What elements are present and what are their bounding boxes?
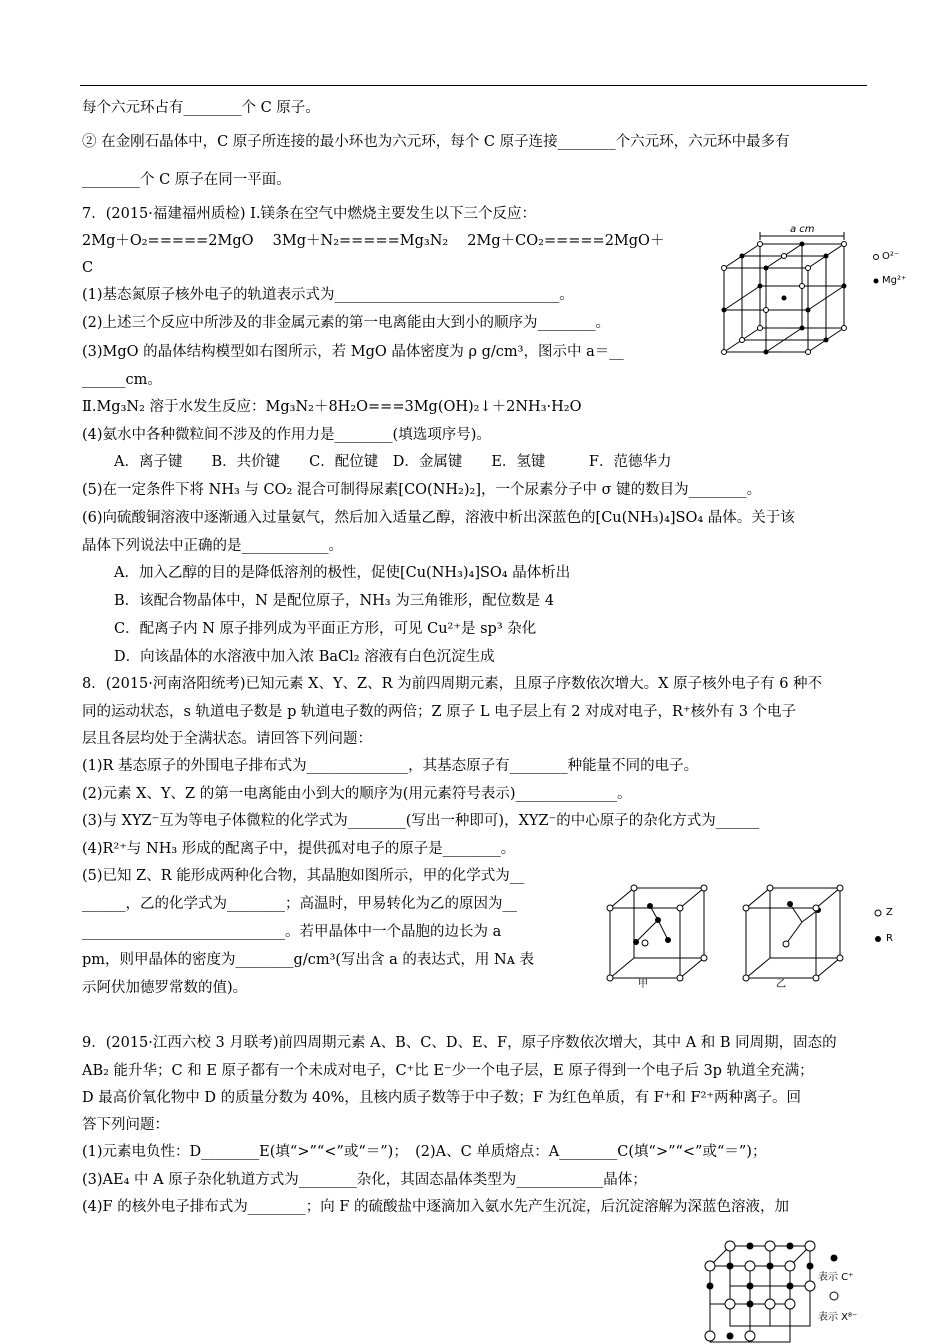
legend-r: R (886, 933, 893, 944)
question-line: (1)元素电负性：D________E(填“>”“<”或“＝”)； (2)A、C 单质熔点：A________C(填“>”“<”或“＝”)； (82, 1144, 767, 1160)
legend-c: 表示 C⁺ (818, 1272, 854, 1283)
mgo-crystal-figure (718, 222, 908, 372)
question-line: (2)元素 X、Y、Z 的第一电离能由小到大的顺序为(用元素符号表示)______________。 (82, 786, 632, 802)
question-9-heading: 9．(2015·江西六校 3 月联考)前四周期元素 A、B、C、D、E、F，原子序数依次增大，其中 A 和 B 同周期，固态的 (82, 1035, 837, 1051)
option-c: C．配离子内 N 原子排列成为平面正方形，可见 Cu²⁺是 sp³ 杂化 (114, 621, 537, 637)
question-line: ______，乙的化学式为________；高温时，甲易转化为乙的原因为__ (82, 896, 517, 912)
text-line: ________个 C 原子在同一平面。 (82, 172, 291, 188)
label-yi: 乙 (776, 979, 786, 990)
option-d: D．向该晶体的水溶液中加入浓 BaCl₂ 溶液有白色沉淀生成 (114, 649, 495, 665)
options-line: A．离子键 B．共价键 C．配位键 D．金属键 E．氢键 F．范德华力 (114, 454, 672, 470)
question-line: 示阿伏加德罗常数的值)。 (82, 980, 248, 996)
option-a: A．加入乙醇的目的是降低溶剂的极性，促使[Cu(NH₃)₄]SO₄ 晶体析出 (114, 565, 571, 581)
question-line: (1)基态氮原子核外电子的轨道表示式为_______________________________。 (82, 287, 574, 303)
text-line: 层且各层均处于全满状态。请回答下列问题： (82, 731, 372, 747)
question-line: (3)AE₄ 中 A 原子杂化轨道方式为________杂化，其固态晶体类型为____________晶体； (82, 1172, 647, 1188)
question-line: (3)MgO 的晶体结构模型如右图所示，若 MgO 晶体密度为 ρ g/cm³，图示中 a＝__ (82, 344, 624, 360)
question-line: (1)R 基态原子的外围电子排布式为______________，其基态原子有________种能量不同的电子。 (82, 758, 699, 774)
text-line: 同的运动状态，s 轨道电子数是 p 轨道电子数的两倍；Z 原子 L 电子层上有 2 对成对电子，R⁺核外有 3 个电子 (82, 704, 797, 720)
text-line: D 最高价氧化物中 D 的质量分数为 40%，且核内质子数等于中子数；F 为红色单质，有 F⁺和 F²⁺两种离子。回 (82, 1090, 802, 1106)
legend-z: Z (886, 907, 893, 918)
text-line: C (82, 260, 94, 276)
text-line: 每个六元环占有________个 C 原子。 (82, 100, 320, 116)
question-7-heading: 7．(2015·福建福州质检) Ⅰ.镁条在空气中燃烧主要发生以下三个反应： (82, 206, 536, 222)
text-line: 答下列问题： (82, 1117, 169, 1133)
text-line: ② 在金刚石晶体中，C 原子所连接的最小环也为六元环，每个 C 原子连接________个六元环，六元环中最多有 (82, 134, 790, 150)
question-line: 晶体下列说法中正确的是____________。 (82, 538, 343, 554)
question-line: (4)R²⁺与 NH₃ 形成的配离子中，提供孤对电子的原子是________。 (82, 841, 516, 857)
question-line: ______cm。 (82, 372, 162, 388)
text-line: AB₂ 能升华；C 和 E 原子都有一个未成对电子，C⁺比 E⁻少一个电子层，E 原子得到一个电子后 3p 轨道全充满； (82, 1063, 814, 1079)
question-line: (5)在一定条件下将 NH₃ 与 CO₂ 混合可制得尿素[CO(NH₂)₂]，一个尿素分子中 σ 键的数目为________。 (82, 482, 762, 498)
question-line: Ⅱ.Mg₃N₂ 溶于水发生反应：Mg₃N₂＋8H₂O===3Mg(OH)₂↓＋2NH₃·H₂O (82, 399, 582, 415)
question-line: ____________________________。若甲晶体中一个晶胞的边长为 a (82, 924, 502, 940)
question-line: (5)已知 Z、R 能形成两种化合物，其晶胞如图所示，甲的化学式为__ (82, 868, 525, 884)
question-line: (3)与 XYZ⁻互为等电子体微粒的化学式为________(写出一种即可)，XYZ⁻的中心原子的杂化方式为______ (82, 813, 760, 829)
top-rule (80, 85, 867, 86)
legend-mg: Mg²⁺ (882, 275, 907, 286)
reaction-equations: 2Mg＋O₂=====2MgO 3Mg＋N₂=====Mg₃N₂ 2Mg＋CO₂=====2MgO＋ (82, 233, 665, 249)
edge-label: a cm (790, 224, 815, 235)
question-line: (2)上述三个反应中所涉及的非金属元素的第一电离能由大到小的顺序为________。 (82, 315, 611, 331)
legend-x: 表示 X⁸⁻ (818, 1312, 858, 1323)
question-line: (4)F 的核外电子排布式为________；向 F 的硫酸盐中逐滴加入氨水先产生沉淀，后沉淀溶解为深蓝色溶液，加 (82, 1199, 789, 1215)
question-line: (6)向硫酸铜溶液中逐渐通入过量氨气，然后加入适量乙醇，溶液中析出深蓝色的[Cu(NH₃)₄]SO₄ 晶体。关于该 (82, 510, 795, 526)
label-jia: 甲 (638, 979, 648, 990)
question-8-heading: 8．(2015·河南洛阳统考)已知元素 X、Y、Z、R 为前四周期元素，且原子序数依次增大。X 原子核外电子有 6 种不 (82, 676, 823, 692)
legend-o: O²⁻ (882, 251, 900, 262)
zr-crystal-figure (596, 880, 906, 995)
option-b: B．该配合物晶体中，N 是配位原子，NH₃ 为三角锥形，配位数是 4 (114, 593, 555, 609)
question-line: pm，则甲晶体的密度为________g/cm³(写出含 a 的表达式，用 Nᴀ 表 (82, 952, 534, 968)
question-line: (4)氨水中各种微粒间不涉及的作用力是________(填选项序号)。 (82, 427, 491, 443)
cx-crystal-figure (700, 1236, 900, 1344)
